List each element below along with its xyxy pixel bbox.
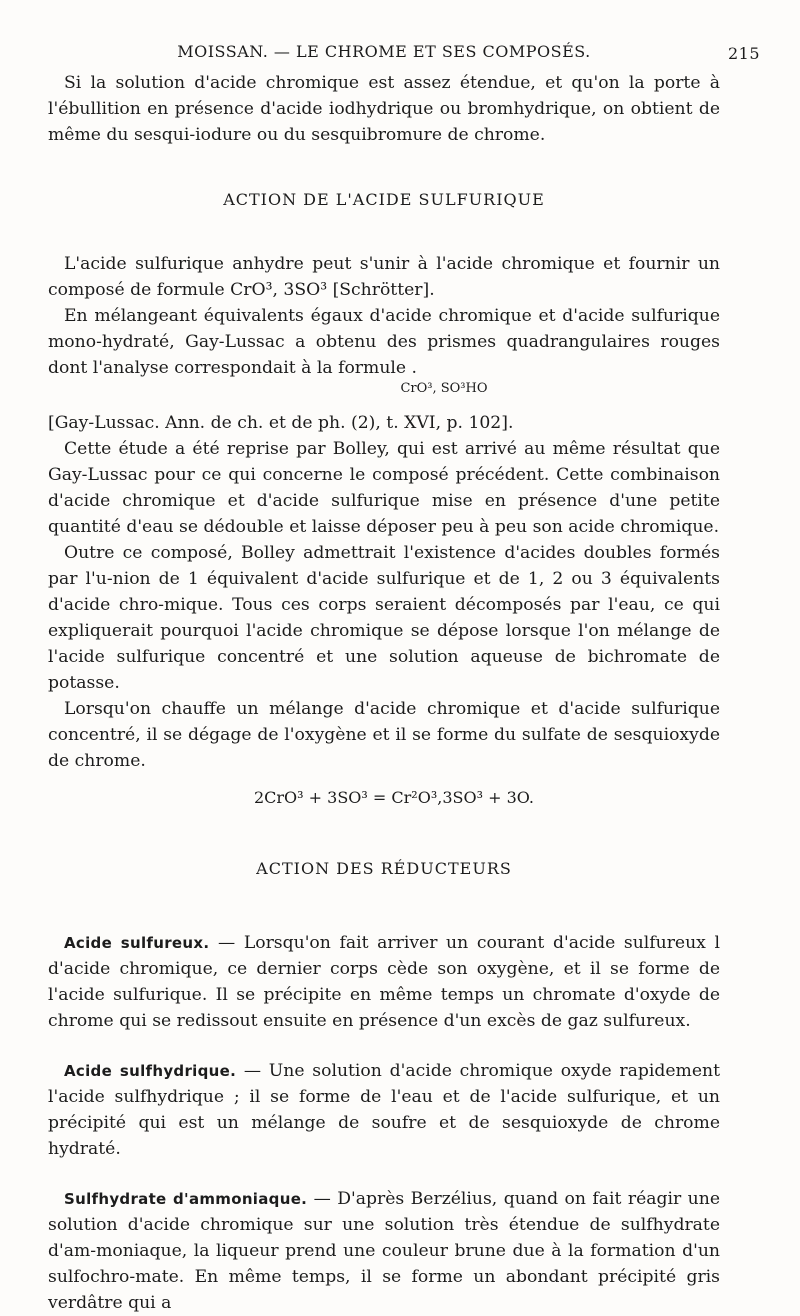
text-acide-sulfhydrique: — Une solution d'acide chromique oxyde rapidement l'acide sulfhydrique ; il se forme de l'eau et de l'acide sulfurique, et un précipité qui est un mélange de soufre et de sesquioxyde de chrome hydraté. — [48, 1061, 720, 1159]
formula-chromique-sulfurique: CrO³, SO³HO — [400, 381, 488, 396]
equation-sulfate: 2CrO³ + 3SO³ = Cr²O³,3SO³ + 3O. — [253, 788, 535, 807]
text-acide-sulfureux: — Lorsqu'on fait arriver un courant d'acide sulfureux l d'acide chromique, ce dernier corps cède son oxygène, et il se forme de l'acide sulfurique. Il se précipite en même temps un chromate d'oxyde de chrome qui se redissout ensuite en présence d'un excès de gaz sulfureux. — [48, 933, 721, 1031]
paragraph-chauffe: Lorsqu'on chauffe un mélange d'acide chromique et d'acide sulfurique concentré, il se dégage de l'oxygène et il se forme du sulfate de sesquioxyde de chrome. — [48, 699, 720, 771]
heading-acide-sulfhydrique: Acide sulfhydrique. — [64, 1062, 237, 1080]
book-page — [48, 38, 760, 1316]
heading-sulfhydrate-ammoniaque: Sulfhydrate d'ammoniaque. — [64, 1190, 308, 1208]
paragraph-sulfhydrate-ammoniaque — [48, 1186, 720, 1316]
paragraph-bolley: Cette étude a été reprise par Bolley, qui est arrivé au même résultat que Gay-Lussac pour ce qui concerne le composé précédent. Cette combinaison d'acide chromique et d'acide sulfurique mise en présence d'une petite quantité d'eau se dédouble et laisse déposer peu à peu son acide chromique. — [48, 439, 720, 537]
page-number: 215 — [727, 44, 760, 63]
paragraph-iodhydrique: Si la solution d'acide chromique est assez étendue, et qu'on la porte à l'ébullition en présence d'acide iodhydrique ou bromhydrique, on obtient de même du sesqui-iodure ou du sesquibromure de chrome. — [48, 73, 720, 145]
paragraph-gay-lussac: En mélangeant équivalents égaux d'acide chromique et d'acide sulfurique mono-hydraté, Gay-Lussac a obtenu des prismes quadrangulaires rouges dont l'analyse correspondait à la formule . — [48, 306, 720, 378]
paragraph-anhydre: L'acide sulfurique anhydre peut s'unir à l'acide chromique et fournir un composé de formule CrO³, 3SO³ [Schrötter]. — [48, 254, 720, 300]
page-header — [48, 38, 760, 70]
text-sulfhydrate-ammoniaque: — D'après Berzélius, quand on fait réagir une solution d'acide chromique sur une solution très étendue de sulfhydrate d'am-moniaque, la liqueur prend une couleur brune due à la formation d'un sulfochro-mate. En même temps, il se forme un abondant précipité gris verdâtre qui a — [48, 1189, 720, 1313]
section-title-reducteurs: ACTION DES RÉDUCTEURS — [256, 859, 512, 878]
paragraph-acides-doubles: Outre ce composé, Bolley admettrait l'existence d'acides doubles formés par l'u-nion de 1 équivalent d'acide sulfurique et de 1, 2 ou 3 équivalents d'acide chro-mique. Tous ces corps seraient décomposés par l'eau, ce qui expliquerait pourquoi l'acide chromique se dépose lorsque l'on mélange de l'acide sulfurique concentré et une solution aqueuse de bichromate de potasse. — [48, 543, 720, 693]
reference-gay-lussac: [Gay-Lussac. Ann. de ch. et de ph. (2), t. XVI, p. 102]. — [48, 413, 514, 433]
heading-acide-sulfureux: Acide sulfureux. — [64, 934, 210, 952]
section-title-sulfurique: ACTION DE L'ACIDE SULFURIQUE — [223, 190, 545, 209]
paragraph-acide-sulfhydrique — [48, 1058, 720, 1162]
running-title: MOISSAN. — LE CHROME ET SES COMPOSÉS. — [177, 42, 591, 61]
paragraph-acide-sulfureux — [48, 930, 720, 1034]
